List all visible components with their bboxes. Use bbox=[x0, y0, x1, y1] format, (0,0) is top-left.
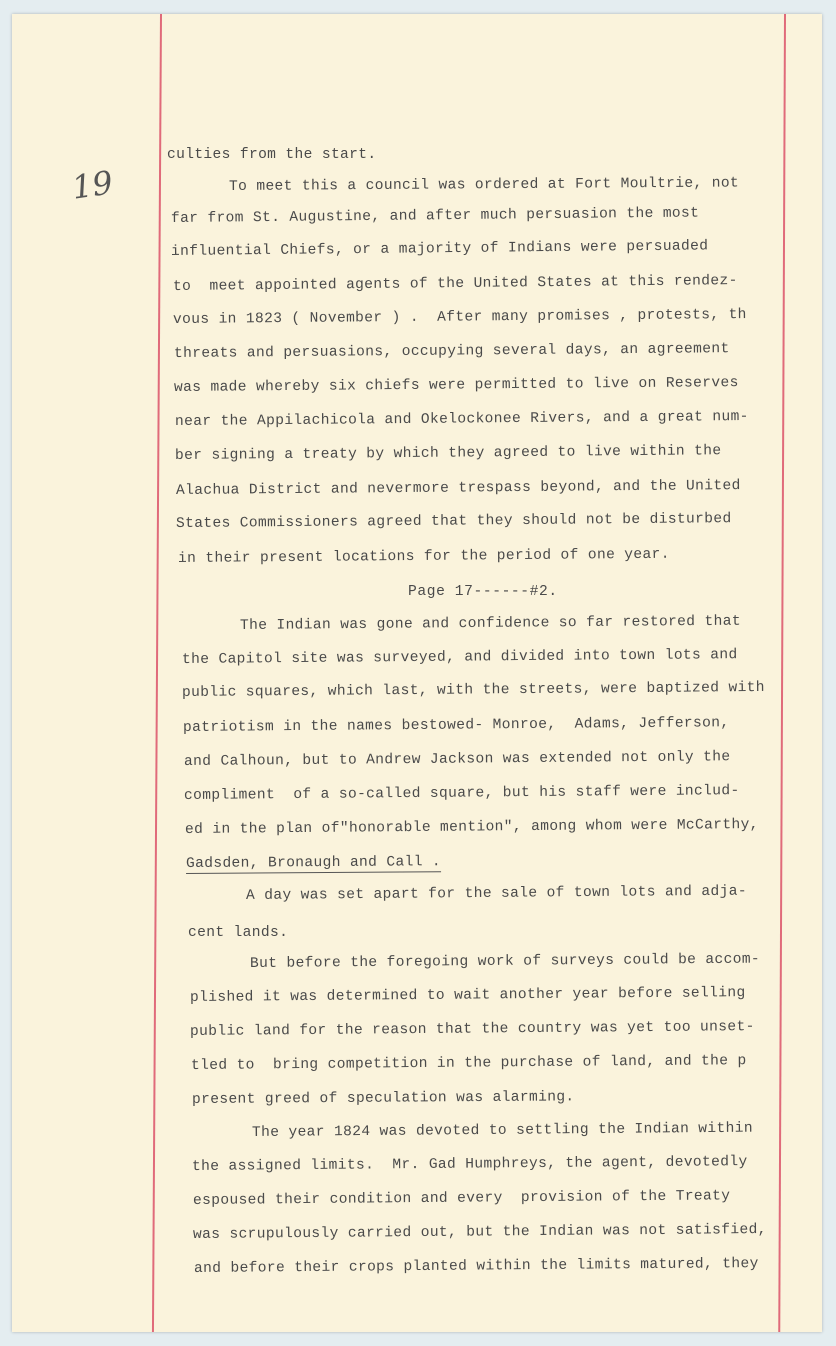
text-line: Alachua District and nevermore trespass beyond, and the United bbox=[175, 478, 741, 499]
text-line: A day was set apart for the sale of town lots and adja- bbox=[245, 883, 747, 904]
text-line: vous in 1823 ( November ) . After many promises , protests, th bbox=[172, 306, 747, 328]
text-line: Gadsden, Bronaugh and Call . bbox=[185, 854, 442, 872]
text-line: was made whereby six chiefs were permitted to live on Reserves bbox=[173, 375, 739, 396]
text-line: The Indian was gone and confidence so far restored that bbox=[239, 613, 741, 634]
text-line: culties from the start. bbox=[167, 147, 377, 163]
text-line: the assigned limits. Mr. Gad Humphreys, the agent, devotedly bbox=[191, 1154, 748, 1175]
text-line: public squares, which last, with the streets, were baptized with bbox=[181, 679, 765, 701]
text-line: But before the foregoing work of surveys could be accom- bbox=[249, 951, 761, 972]
text-line: present greed of speculation was alarming. bbox=[191, 1089, 575, 1108]
text-line: threats and persuasions, occupying several days, an agreement bbox=[173, 341, 730, 362]
text-line: near the Appilachicola and Okelockonee Rivers, and a great num- bbox=[174, 408, 749, 430]
text-line: was scrupulously carried out, but the Indian was not satisfied, bbox=[192, 1221, 767, 1243]
typed-text bbox=[12, 14, 822, 1332]
text-line: espoused their condition and every provision of the Treaty bbox=[192, 1188, 731, 1209]
text-line: the Capitol site was surveyed, and divided into town lots and bbox=[181, 647, 738, 668]
text-line: ber signing a treaty by which they agreed to live within the bbox=[174, 443, 722, 464]
document-page bbox=[12, 14, 822, 1332]
text-line: States Commissioners agreed that they should not be disturbed bbox=[175, 511, 732, 532]
text-line: and before their crops planted within the limits matured, they bbox=[193, 1256, 759, 1277]
text-line: and Calhoun, but to Andrew Jackson was extended not only the bbox=[183, 749, 731, 770]
text-line: in their present locations for the period of one year. bbox=[177, 546, 670, 567]
text-line: public land for the reason that the country was yet too unset- bbox=[189, 1019, 755, 1040]
handwritten-page-number: 19 bbox=[69, 163, 116, 207]
text-line: To meet this a council was ordered at Fort Moultrie, not bbox=[228, 175, 740, 195]
text-line: tled to bring competition in the purchase of land, and the p bbox=[190, 1053, 747, 1074]
text-line: cent lands. bbox=[188, 925, 289, 941]
text-line: influential Chiefs, or a majority of Indians were persuaded bbox=[170, 238, 709, 260]
page-reference-heading: Page 17------#2. bbox=[408, 584, 558, 600]
text-line: plished it was determined to wait another year before selling bbox=[189, 985, 746, 1006]
text-line: ed in the plan of"honorable mention", among whom were McCarthy, bbox=[184, 816, 759, 838]
text-line: patriotism in the names bestowed- Monroe, Adams, Jefferson, bbox=[182, 715, 730, 736]
text-line: to meet appointed agents of the United States at this rendez- bbox=[172, 273, 738, 295]
text-line: compliment of a so-called square, but his staff were includ- bbox=[183, 783, 740, 804]
text-line: The year 1824 was devoted to settling the Indian within bbox=[251, 1120, 753, 1141]
text-line: far from St. Augustine, and after much persuasion the most bbox=[170, 205, 700, 227]
